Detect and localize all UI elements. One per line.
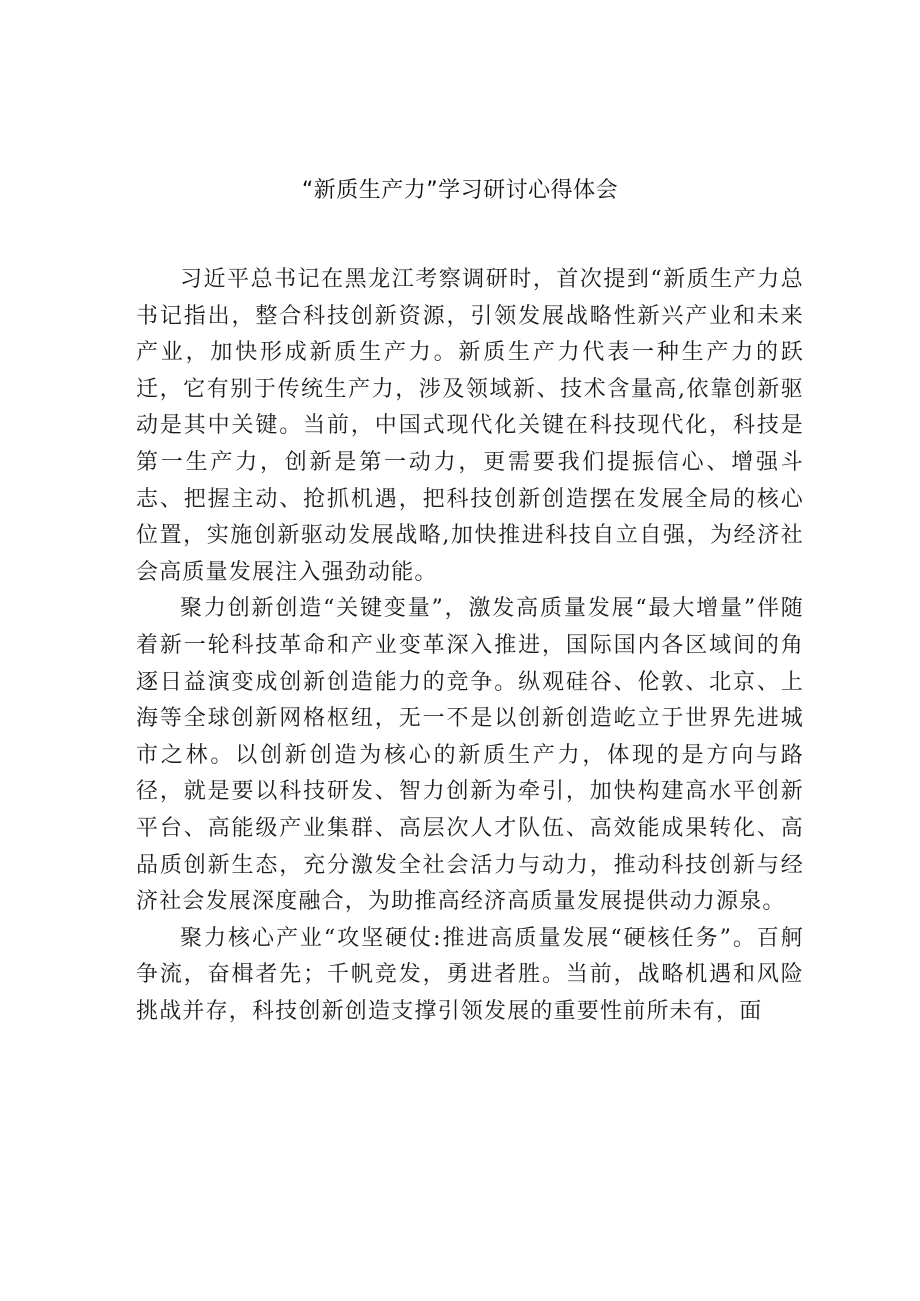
paragraph-core-industry: 聚力核心产业“攻坚硬仗:推进高质量发展“硬核任务”。百舸争流，奋楫者先；千帆竞发，勇进者胜。当前，战略机遇和风险挑战并存，科技创新创造支撑引领发展的重要性前所未有，面	[136, 925, 804, 1024]
document-title: “新质生产力”学习研讨心得体会	[301, 178, 619, 203]
paragraph-intro: 习近平总书记在黑龙江考察调研时，首次提到“新质生产力总书记指出，整合科技创新资源，引领发展战略性新兴产业和未来产业，加快形成新质生产力。新质生产力代表一种生产力的跃迁，它有别于传统生产力，涉及领域新、技术含量高,依靠创新驱动是其中关键。当前，中国式现代化关键在科技现代化，科技是第一生产力，创新是第一动力，更需要我们提振信心、增强斗志、把握主动、抢抓机遇，把科技创新创造摆在发展全局的核心位置，实施创新驱动发展战略,加快推进科技自立自强，为经济社会高质量发展注入强劲动能。	[136, 267, 804, 585]
paragraph-innovation: 聚力创新创造“关键变量”，激发高质量发展“最大增量”伴随着新一轮科技革命和产业变革深入推进，国际国内各区域间的角逐日益演变成创新创造能力的竞争。纵观硅谷、伦敦、北京、上海等全球创新网格枢纽，无一不是以创新创造屹立于世界先进城市之林。以创新创造为核心的新质生产力，体现的是方向与路径，就是要以科技研发、智力创新为牵引，加快构建高水平创新平台、高能级产业集群、高层次人才队伍、高效能成果转化、高品质创新生态，充分激发全社会活力与动力，推动科技创新与经济社会发展深度融合，为助推高经济高质量发展提供动力源泉。	[136, 596, 804, 915]
document-body	[136, 262, 804, 1030]
